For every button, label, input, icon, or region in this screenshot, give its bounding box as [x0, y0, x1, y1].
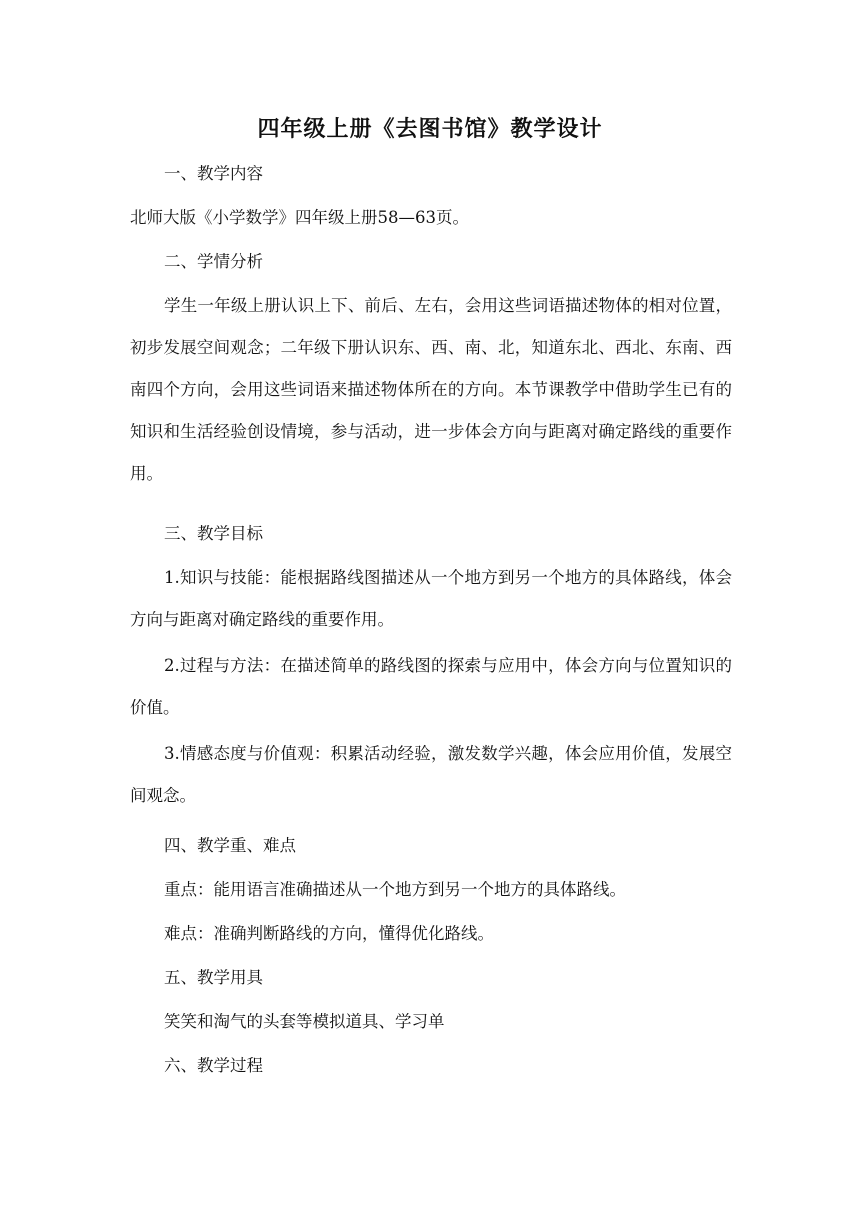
section-4-difficulty: 难点：准确判断路线的方向，懂得优化路线。: [164, 924, 494, 943]
section-4-key-point: 重点：能用语言准确描述从一个地方到另一个地方的具体路线。: [164, 880, 626, 899]
section-4-heading: 四、教学重、难点: [164, 836, 296, 855]
section-1-text: 北师大版《小学数学》四年级上册58—63页。: [130, 208, 469, 227]
section-5-heading: 五、教学用具: [164, 968, 263, 987]
section-5-text: 笑笑和淘气的头套等模拟道具、学习单: [164, 1012, 445, 1031]
document-title: 四年级上册《去图书馆》教学设计: [257, 117, 603, 142]
section-3-goal-3: 3.情感态度与价值观：积累活动经验，激发数学兴趣，体会应用价值，发展空间观念。: [130, 744, 732, 805]
section-3-goal-1: 1.知识与技能：能根据路线图描述从一个地方到另一个地方的具体路线，体会方向与距离对确定路线的重要作用。: [130, 568, 732, 629]
section-3-heading: 三、教学目标: [164, 524, 263, 543]
section-2-heading: 二、学情分析: [164, 252, 263, 271]
section-2-text: 学生一年级上册认识上下、前后、左右，会用这些词语描述物体的相对位置，初步发展空间观念；二年级下册认识东、西、南、北，知道东北、西北、东南、西南四个方向，会用这些词语来描述物体所在的方向。本节课教学中借助学生已有的知识和生活经验创设情境，参与活动，进一步体会方向与距离对确定路线的重要作用。: [130, 296, 732, 483]
section-3-goal-2: 2.过程与方法：在描述简单的路线图的探索与应用中，体会方向与位置知识的价值。: [130, 656, 732, 717]
section-6-heading: 六、教学过程: [164, 1056, 263, 1075]
section-1-heading: 一、教学内容: [164, 164, 263, 183]
